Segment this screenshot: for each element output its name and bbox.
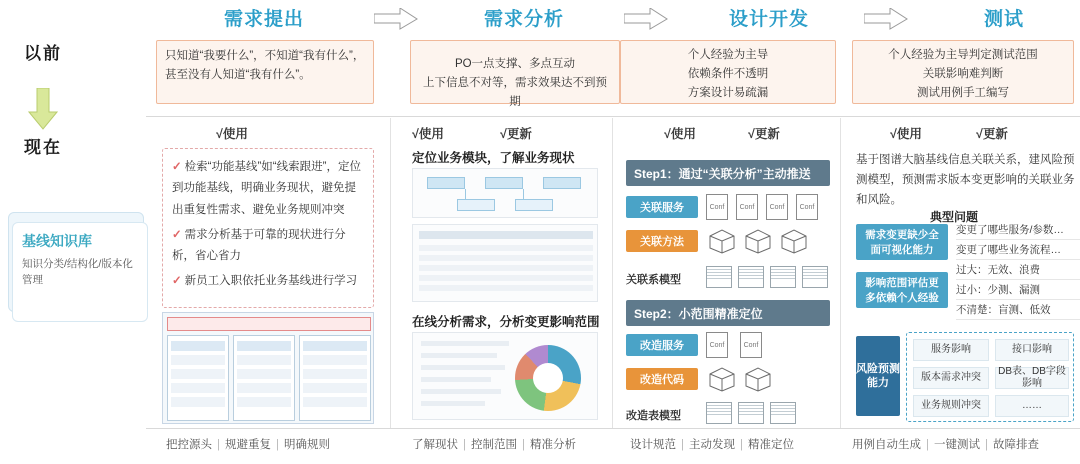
check-icon: ✓ [172, 228, 182, 241]
check-col3-update: √更新 [748, 127, 780, 141]
risk-cell-3[interactable]: 版本需求冲突 [913, 367, 989, 389]
down-arrow-icon [28, 88, 58, 130]
col4-item-1: 变更了哪些服务/参数… [956, 222, 1080, 240]
footer-col4-item2: 一键测试 [934, 439, 980, 451]
divider-bottom [146, 428, 1080, 429]
col1-bullet-card [162, 148, 374, 308]
col4-item-5: 不清楚：盲测、低效 [956, 302, 1080, 320]
col1-bullet-2 [172, 225, 364, 268]
col1-bullet-3 [172, 271, 364, 292]
before-box-2-line2: 上下信息不对等，需求效果达不到预期 [423, 76, 607, 108]
before-box-3-line2: 依赖条件不透明 [687, 67, 769, 80]
cube-icon [780, 228, 808, 254]
doc-icon: Conf [766, 194, 788, 220]
before-box-2-line1: PO一点支撑、多点互动 [454, 58, 576, 70]
cube-icon [744, 366, 772, 392]
col4-item-4: 过小：少测、漏测 [956, 282, 1080, 300]
before-box-3-line1: 个人经验为主导 [687, 49, 769, 61]
doc-icon: Conf [706, 332, 728, 358]
footer-col4-item1: 用例自动生成 [852, 439, 921, 451]
col2-heading-1: 定位业务模块，了解业务现状 [412, 151, 575, 165]
table-icon [738, 266, 764, 288]
col4-tag-2[interactable]: 影响范围评估更多依赖个人经验 [856, 272, 948, 308]
col1-bullet-3-text: 新员工入职依托业务基线进行学习 [184, 275, 358, 288]
rail-label-before: 以前 [24, 44, 62, 63]
table-icon [706, 266, 732, 288]
col4-intro: 基于图谱大脑基线信息关联关系，建风险预测模型，预测需求版本变更影响的关联业务和风险。 [856, 154, 1075, 207]
table-icon [706, 402, 732, 424]
baseline-module-map-screenshot[interactable] [162, 312, 374, 424]
col2-table-screenshot[interactable] [412, 224, 598, 302]
tag-related-model: 关联系模型 [626, 274, 681, 286]
col1-bullet-2-text: 需求分析基于可靠的现状进行分析，省心省力 [172, 228, 346, 263]
tag-changed-service[interactable]: 改造服务 [626, 334, 698, 356]
col2-heading-2: 在线分析需求，分析变更影响范围 [412, 315, 600, 329]
table-icon [770, 402, 796, 424]
col4-typical-title: 典型问题 [930, 210, 979, 224]
before-box-3-line3: 方案设计易疏漏 [687, 86, 769, 99]
rail-label-now: 现在 [24, 138, 62, 157]
before-box-1: 只知道“我要什么”，不知道“我有什么”，甚至没有人知道“我有什么”。 [156, 40, 374, 104]
before-box-2 [410, 40, 620, 108]
col4-tag-1[interactable]: 需求变更缺少全面可视化能力 [856, 224, 948, 260]
footer-col1-item2: 规避重复 [225, 439, 271, 451]
cube-icon [708, 366, 736, 392]
col2-impact-analysis-chart[interactable] [412, 332, 598, 420]
risk-cell-2[interactable]: 接口影响 [995, 339, 1069, 361]
check-col4-update: √更新 [976, 127, 1008, 141]
knowledge-base-subtitle: 知识分类/结构化/版本化管理 [22, 258, 133, 286]
check-col4-use: √使用 [890, 127, 922, 141]
column-divider-1 [390, 118, 391, 428]
doc-icon: Conf [706, 194, 728, 220]
check-col3-use: √使用 [664, 127, 696, 141]
phase-title-3: 设计开发 [728, 9, 809, 30]
tag-changed-code[interactable]: 改造代码 [626, 368, 698, 390]
col4-item-3: 过大：无效、浪费 [956, 262, 1080, 280]
footer-col1-item1: 把控源头 [166, 439, 212, 451]
knowledge-base-title: 基线知识库 [22, 233, 92, 249]
col2-flow-diagram[interactable] [412, 168, 598, 218]
table-icon [770, 266, 796, 288]
col4-item-2: 变更了哪些业务流程… [956, 242, 1080, 260]
footer-col2-item1: 了解现状 [412, 439, 458, 451]
column-divider-3 [840, 118, 841, 428]
risk-cell-1[interactable]: 服务影响 [913, 339, 989, 361]
doc-icon: Conf [740, 332, 762, 358]
doc-icon: Conf [796, 194, 818, 220]
step2-bar: Step2：小范围精准定位 [626, 300, 830, 326]
knowledge-base-card[interactable] [12, 222, 148, 322]
check-col2-update: √更新 [500, 127, 532, 141]
tag-changed-table-model: 改造表模型 [626, 410, 681, 422]
footer-col2-item2: 控制范围 [471, 439, 517, 451]
phase-title-1: 需求提出 [223, 9, 304, 30]
footer-col3-item2: 主动发现 [689, 439, 735, 451]
before-box-3 [620, 40, 836, 104]
risk-cell-4[interactable]: DB表、DB字段影响 [995, 367, 1069, 389]
divider-top [146, 116, 1080, 117]
table-icon [802, 266, 828, 288]
check-col2-use: √使用 [412, 127, 444, 141]
phase-header [146, 0, 1080, 40]
footer-col3-item3: 精准定位 [748, 439, 794, 451]
tag-related-service[interactable]: 关联服务 [626, 196, 698, 218]
footer-col4-item3: 故障排查 [993, 439, 1039, 451]
table-icon [738, 402, 764, 424]
donut-chart [515, 345, 581, 411]
risk-cells-grid [906, 332, 1074, 422]
before-box-4-line2: 关联影响难判断 [922, 67, 1004, 80]
right-arrow-icon [374, 8, 418, 30]
check-col1-use: √使用 [216, 127, 248, 141]
footer-col4: 用例自动生成 | 一键测试 | 故障排查 [852, 439, 1039, 451]
cube-icon [744, 228, 772, 254]
right-arrow-icon [624, 8, 668, 30]
footer-col1: 把控源头 | 规避重复 | 明确规则 [166, 439, 330, 451]
tag-related-method[interactable]: 关联方法 [626, 230, 698, 252]
before-box-4-line3: 测试用例手工编写 [917, 86, 1009, 99]
footer-col3: 设计规范 | 主动发现 | 精准定位 [630, 439, 794, 451]
check-icon: ✓ [172, 275, 182, 288]
doc-icon: Conf [736, 194, 758, 220]
before-box-4-line1: 个人经验为主导判定测试范围 [888, 49, 1038, 61]
col1-bullet-1-text: 检索“功能基线”如“线索跟进”，定位到功能基线，明确业务现状，避免提出重复性需求、避免业务规则冲突 [172, 161, 361, 216]
step1-bar: Step1：通过“关联分析”主动推送 [626, 160, 830, 186]
cube-icon [708, 228, 736, 254]
column-divider-2 [612, 118, 613, 428]
phase-title-4: 测试 [983, 9, 1024, 30]
risk-cell-5[interactable]: 业务规则冲突 [913, 395, 989, 417]
footer-col2-item3: 精准分析 [530, 439, 576, 451]
check-icon: ✓ [172, 161, 182, 173]
before-box-4 [852, 40, 1074, 104]
col1-bullet-1 [172, 157, 364, 221]
footer-col3-item1: 设计规范 [630, 439, 676, 451]
risk-prediction-label: 风险预测能力 [856, 336, 900, 416]
right-arrow-icon [864, 8, 908, 30]
footer-col2: 了解现状 | 控制范围 | 精准分析 [412, 439, 576, 451]
footer-col1-item3: 明确规则 [284, 439, 330, 451]
risk-cell-6[interactable]: …… [995, 395, 1069, 417]
phase-title-2: 需求分析 [483, 9, 564, 30]
